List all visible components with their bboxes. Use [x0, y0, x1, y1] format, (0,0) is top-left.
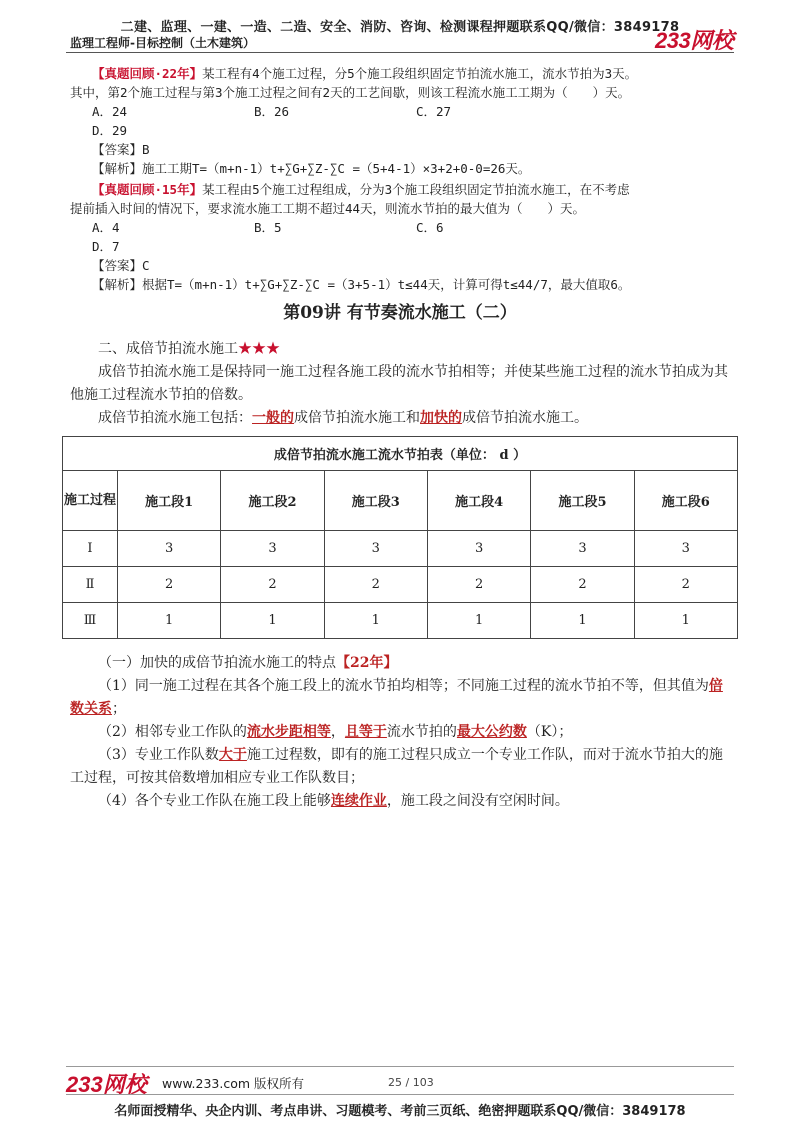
q2-option-d: D．7	[92, 239, 120, 254]
section-heading-text: 二、成倍节拍流水施工	[98, 341, 238, 357]
table-cell: 3	[118, 531, 221, 567]
keyword-gcd: 最大公约数	[456, 724, 527, 740]
keyword-multiple-relation: 倍数关系	[70, 678, 723, 717]
row-label: Ⅲ	[63, 603, 118, 639]
table-col-header: 施工段4	[427, 471, 530, 531]
table-cell: 2	[531, 567, 634, 603]
footer-contact-line: 名师面授精华、央企内训、考点串讲、习题模考、考前三页纸、绝密押题联系QQ/微信：3849178	[114, 1104, 686, 1119]
lecture-title: 第09讲 有节奏流水施工（二）	[283, 303, 517, 323]
footer-divider-2	[66, 1094, 734, 1095]
table-cell: 1	[427, 603, 530, 639]
keyword-equal-step: 流水步距相等	[246, 724, 331, 740]
keyword-general: 一般的	[252, 410, 294, 426]
q2-analysis: 【解析】根据T=（m+n-1）t+∑G+∑Z-∑C =（3+5-1）t≤44天，计算可得t≤44/7，最大值取6。	[92, 277, 631, 292]
rhythm-table	[62, 436, 738, 639]
q2-stem-line2: 提前插入时间的情况下，要求流水施工工期不超过44天，则流水节拍的最大值为（ ）天。	[70, 201, 586, 216]
keyword-greater-than: 大于	[218, 747, 247, 763]
q1-analysis: 【解析】施工工期T=（m+n-1）t+∑G+∑Z-∑C =（5+4-1）×3+2+0-0=26天。	[92, 161, 531, 176]
table-cell: 1	[324, 603, 427, 639]
feature-2-comma: ，	[330, 724, 345, 740]
table-cell: 1	[634, 603, 737, 639]
table-corner-header: 施工过程	[63, 471, 118, 531]
table-cell: 2	[324, 567, 427, 603]
para2-middle: 成倍节拍流水施工和	[294, 410, 420, 426]
section-content	[70, 338, 734, 430]
features-heading-tag: 【22年】	[336, 655, 398, 671]
q2-answer: 【答案】C	[92, 258, 150, 273]
document-subtitle: 监理工程师-目标控制（土木建筑）	[70, 36, 255, 50]
feature-3-text: （3）专业工作队数	[98, 747, 219, 763]
feature-4	[70, 790, 734, 813]
table-col-header: 施工段1	[118, 471, 221, 531]
feature-1	[70, 675, 734, 721]
site-logo: 233网校	[655, 28, 734, 53]
table-row	[63, 567, 738, 603]
header-contact-line: 二建、监理、一建、一造、二造、安全、消防、咨询、检测课程押题联系QQ/微信：3849178	[120, 20, 680, 35]
q2-stem-line1: 某工程由5个施工过程组成，分为3个施工段组织固定节拍流水施工，在不考虑	[202, 182, 630, 197]
feature-1-text: （1）同一施工过程在其各个施工段上的流水节拍均相等；不同施工过程的流水节拍不等，但其值为	[98, 678, 709, 694]
q1-options	[70, 102, 734, 140]
table-cell: 1	[118, 603, 221, 639]
feature-4-text: （4）各个专业工作队在施工段上能够	[98, 793, 331, 809]
feature-2-mid: 流水节拍的	[386, 724, 457, 740]
q1-answer: 【答案】B	[92, 142, 150, 157]
para2-prefix: 成倍节拍流水施工包括：	[98, 410, 252, 426]
q1-option-a: A．24	[92, 104, 128, 119]
table-col-header: 施工段6	[634, 471, 737, 531]
table-cell: 1	[531, 603, 634, 639]
feature-4-end: ，施工段之间没有空闲时间。	[386, 793, 569, 809]
footer-divider	[66, 1066, 734, 1067]
table-caption: 成倍节拍流水施工流水节拍表（单位： d ）	[63, 437, 738, 471]
row-label: Ⅰ	[63, 531, 118, 567]
footer-logo: 233网校	[66, 1072, 147, 1097]
stars-rating: ★★★	[238, 341, 280, 357]
section-paragraph-2	[70, 407, 734, 430]
question-2	[70, 180, 734, 294]
q2-option-b: B．5	[254, 220, 282, 235]
q1-stem-line1: 某工程有4个施工过程，分5个施工段组织固定节拍流水施工，流水节拍为3天。	[202, 66, 638, 81]
feature-3-end: 施工过程数，即有的施工过程只成立一个专业工作队，而对于流水节拍大的施工过程，可按其倍数增加相应专业工作队数目；	[70, 747, 723, 786]
features-heading-text: （一）加快的成倍节拍流水施工的特点	[98, 655, 336, 671]
q2-option-a: A．4	[92, 220, 120, 235]
feature-2-end: （K）；	[526, 724, 573, 740]
table-cell: 2	[118, 567, 221, 603]
keyword-equal-to: 且等于	[344, 724, 387, 740]
q2-options	[70, 218, 734, 256]
footer-site: www.233.com 版权所有	[162, 1076, 304, 1091]
q1-option-b: B．26	[254, 104, 290, 119]
table-col-header: 施工段3	[324, 471, 427, 531]
table-cell: 2	[221, 567, 324, 603]
q1-tag: 【真题回顾·22年】	[92, 66, 203, 81]
q1-stem-line2: 其中，第2个施工过程与第3个施工过程之间有2天的工艺间歇，则该工程流水施工工期为（ ）天。	[70, 85, 631, 100]
table-cell: 2	[634, 567, 737, 603]
para2-suffix: 成倍节拍流水施工。	[462, 410, 588, 426]
keyword-accelerated: 加快的	[420, 410, 462, 426]
row-label: Ⅱ	[63, 567, 118, 603]
q2-tag: 【真题回顾·15年】	[92, 182, 203, 197]
table-col-header: 施工段5	[531, 471, 634, 531]
q1-option-c: C．27	[416, 104, 452, 119]
rhythm-table-wrapper	[62, 436, 738, 639]
table-cell: 2	[427, 567, 530, 603]
question-1	[70, 64, 734, 178]
table-cell: 3	[531, 531, 634, 567]
feature-2	[70, 721, 734, 744]
table-row	[63, 531, 738, 567]
table-cell: 3	[221, 531, 324, 567]
table-cell: 1	[221, 603, 324, 639]
features-content	[70, 652, 734, 813]
table-col-header: 施工段2	[221, 471, 324, 531]
table-row	[63, 603, 738, 639]
section-heading	[70, 338, 734, 361]
feature-1-end: ；	[112, 701, 126, 717]
table-cell: 3	[634, 531, 737, 567]
keyword-continuous: 连续作业	[330, 793, 387, 809]
section-paragraph-1: 成倍节拍流水施工是保持同一施工过程各施工段的流水节拍相等；并使某些施工过程的流水节拍成为其他施工过程流水节拍的倍数。	[70, 364, 728, 403]
table-cell: 3	[324, 531, 427, 567]
feature-2-text: （2）相邻专业工作队的	[98, 724, 247, 740]
table-cell: 3	[427, 531, 530, 567]
q2-option-c: C．6	[416, 220, 444, 235]
page-number: 25 / 103	[388, 1076, 434, 1089]
features-heading	[70, 652, 734, 675]
q1-option-d: D．29	[92, 123, 128, 138]
feature-3	[70, 744, 734, 790]
header-divider	[66, 52, 734, 53]
